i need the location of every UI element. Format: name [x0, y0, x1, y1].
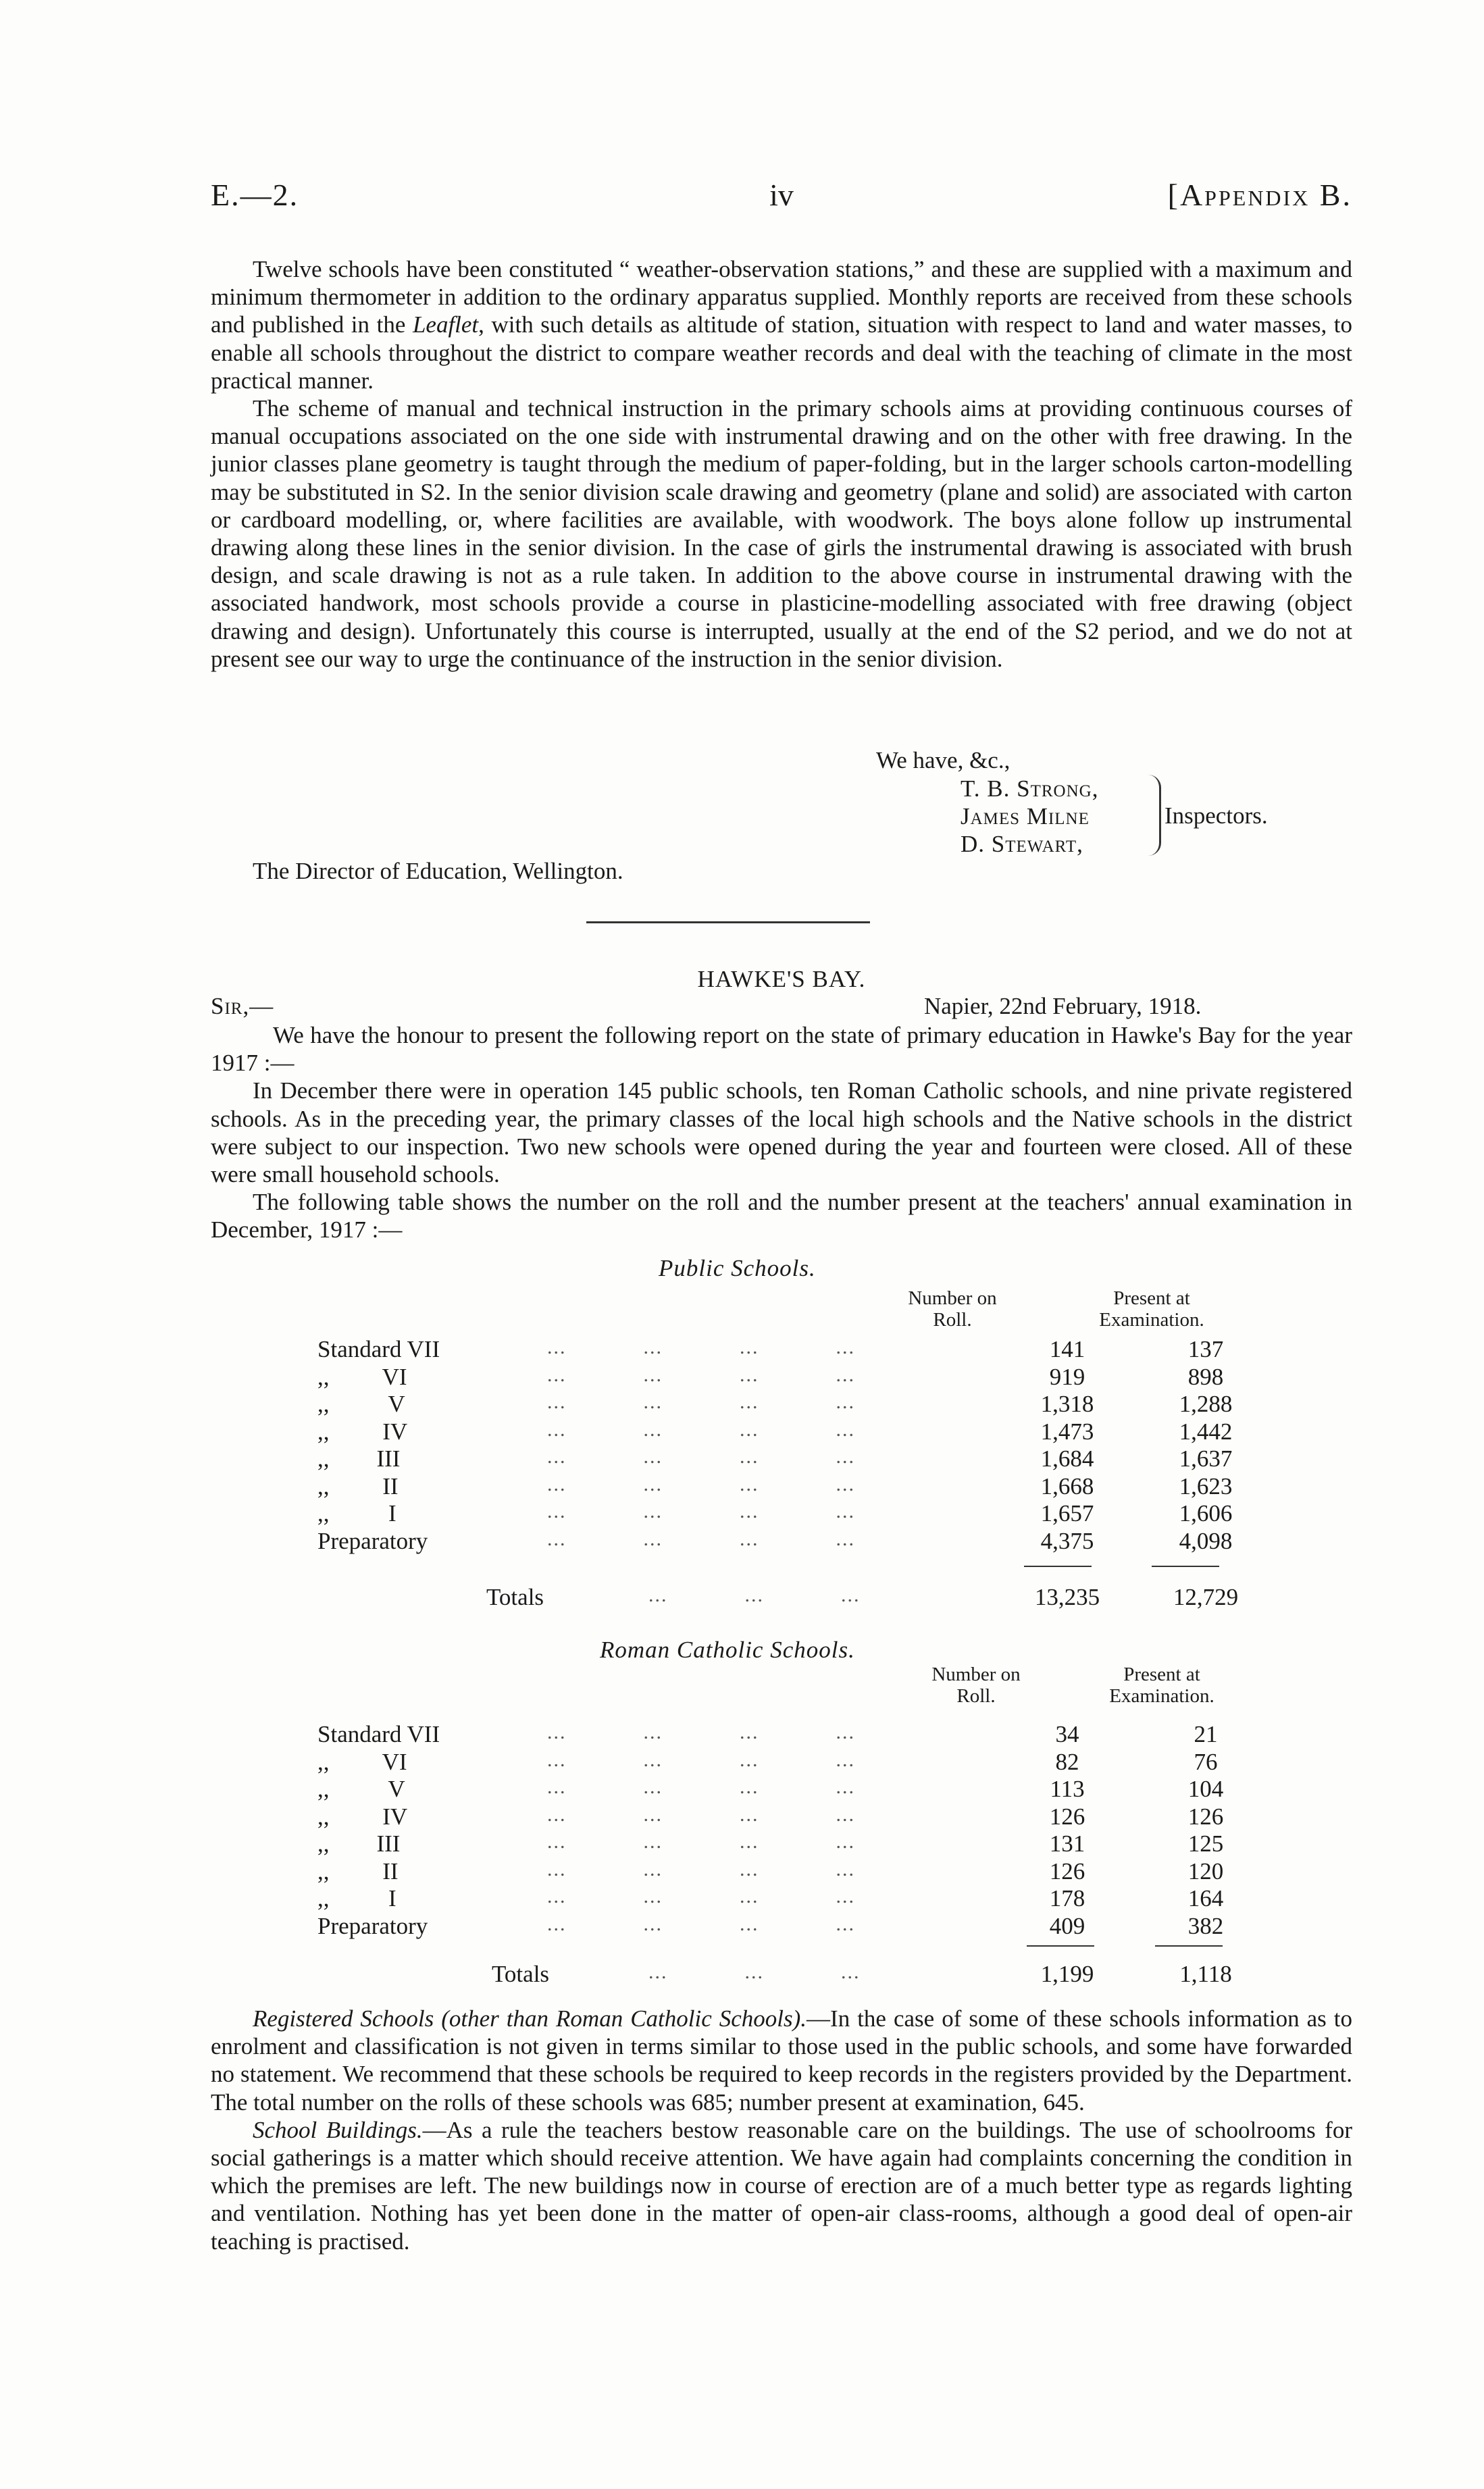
brace-mark [1148, 775, 1161, 856]
roll-value: 178 [1049, 1885, 1085, 1911]
sum-rule [1152, 1566, 1219, 1567]
present-value: 1,637 [1179, 1445, 1233, 1472]
catholic-table-title: Roman Catholic Schools. [600, 1637, 855, 1663]
paragraph-manual-instruction: The scheme of manual and technical instruction in the primary schools aims at providing continuous courses of manual occupations associated on the one side with instrumental drawing and on the other with free drawing. In the junior classes plane geometry is taught through the medium of paper-folding, but in the larger schools carton-modelling may be substituted in S2. In the senior division scale drawing and geometry (plane and solid) are associated with carton or cardboard modelling, or, where facilities are available, with woodwork. The boys alone follow up instrumental drawing along these lines in the senior division. In the case of girls the instrumental drawing is associated with brush design, and scale drawing is not as a rule taken. In addition to the above course in instrumental drawing with the associated handwork, most schools provide a course in plasticine-modelling associated with free drawing (object drawing and design). Unfortunately this course is interrupted, usually at the end of the S2 period, and we do not at present see our way to urge the continuance of the instruction in the senior division. [211, 395, 1352, 672]
paragraph-school-buildings [211, 2116, 1352, 2255]
leader-dots: ... ... ... ... [547, 1500, 855, 1522]
leader-dots: ... ... ... ... [547, 1885, 855, 1907]
table-row [317, 1749, 1263, 1776]
section-divider [586, 921, 870, 923]
salutation: Sir,— [211, 993, 274, 1019]
row-label: Standard VII [317, 1336, 440, 1362]
public-table-title: Public Schools. [659, 1255, 816, 1281]
inspectors-label: Inspectors. [1165, 802, 1268, 829]
row-label: ,, V [317, 1776, 405, 1802]
paragraph-intro: We have the honour to present the following report on the state of primary education in Hawke's Bay for the year 1917 :— [211, 1022, 1352, 1077]
row-label: ,, V [317, 1391, 405, 1417]
table-row [317, 1830, 1263, 1857]
row-label: Standard VII [317, 1721, 440, 1747]
present-value: 4,098 [1179, 1527, 1233, 1554]
sum-rule [1155, 1945, 1223, 1947]
table-row [317, 1858, 1263, 1885]
header-left: E.—2. [211, 178, 299, 212]
public-totals-row [317, 1584, 1263, 1611]
present-value: 120 [1187, 1857, 1224, 1884]
present-value: 1,623 [1179, 1472, 1233, 1499]
leader-dots: ... ... ... ... [547, 1912, 855, 1935]
signatory-name: D. Stewart, [961, 831, 1083, 857]
leader-dots: ... ... ... ... [547, 1527, 855, 1550]
row-label: ,, I [317, 1885, 396, 1911]
roll-value: 1,473 [1040, 1418, 1094, 1445]
totals-label: Totals [492, 1961, 550, 1987]
section-heading: HAWKE'S BAY. [697, 966, 866, 992]
totals-present: 1,118 [1179, 1961, 1232, 1987]
present-value: 898 [1187, 1363, 1224, 1390]
roll-value: 1,657 [1040, 1500, 1094, 1526]
roll-value: 1,668 [1040, 1472, 1094, 1499]
row-label: ,, II [317, 1857, 399, 1884]
present-value: 21 [1194, 1721, 1218, 1747]
leader-dots: ... ... ... ... [547, 1830, 855, 1853]
leader-dots: ... ... ... [648, 1961, 861, 1983]
totals-roll: 13,235 [1034, 1584, 1100, 1610]
signature-block [211, 747, 1352, 855]
table-row [317, 1391, 1263, 1418]
leader-dots: ... ... ... ... [547, 1391, 855, 1413]
table-row [317, 1336, 1263, 1363]
dateline: Napier, 22nd February, 1918. [924, 993, 1202, 1019]
totals-roll: 1,199 [1040, 1961, 1094, 1987]
roll-value: 1,318 [1040, 1391, 1094, 1417]
leader-dots: ... ... ... ... [547, 1857, 855, 1880]
table-row [317, 1776, 1263, 1803]
paragraph-registered-schools [211, 2005, 1352, 2116]
page-header [211, 177, 1352, 217]
paragraph-schools-in-operation: In December there were in operation 145 public schools, ten Roman Catholic schools, and nine private registered schools. As in the preceding year, the primary classes of the local high schools and the Native schools in the district were subject to our inspection. Two new schools were opened during the year and fourteen were closed. All of these were small household schools. [211, 1077, 1352, 1188]
row-label: ,, II [317, 1472, 399, 1499]
roll-value: 82 [1055, 1748, 1079, 1775]
present-value: 104 [1187, 1776, 1224, 1802]
table-row [317, 1803, 1263, 1830]
row-label: Preparatory [317, 1912, 428, 1939]
roll-value: 409 [1049, 1912, 1085, 1939]
signatory-name: James Milne [961, 803, 1090, 829]
table-row [317, 1885, 1263, 1912]
school-buildings-title: School Buildings. [253, 2116, 423, 2143]
leader-dots: ... ... ... ... [547, 1721, 855, 1743]
row-label: ,, VI [317, 1748, 407, 1775]
present-value: 76 [1194, 1748, 1218, 1775]
row-label: Preparatory [317, 1527, 428, 1554]
leader-dots: ... ... ... ... [547, 1776, 855, 1798]
catholic-totals-row [317, 1961, 1263, 1988]
roll-value: 113 [1050, 1776, 1085, 1802]
public-col-roll-header: Number on Roll. [908, 1287, 997, 1331]
table-row [317, 1721, 1263, 1748]
present-value: 1,606 [1179, 1500, 1233, 1526]
school-buildings-body: —As a rule the teachers bestow reasonable care on the buildings. The use of schoolrooms for social gatherings is a matter which should receive attention. We have again had complaints concerning the condition in which the premises are left. The new buildings now in course of erection are of a much better type as regards lighting and ventilation. Nothing has yet been done in the matter of open-air class-rooms, although a good deal of open-air teaching is practised. [211, 2116, 1352, 2255]
signatory-name: T. B. Strong, [961, 775, 1099, 802]
roll-value: 919 [1049, 1363, 1085, 1390]
leader-dots: ... ... ... ... [547, 1748, 855, 1771]
registered-schools-body: —In the case of some of these schools information as to enrolment and classification is not given in terms similar to those used in the public schools, and some have forwarded no statement. We recommend that these schools be required to keep records in the registers provided by the Department. The total number on the rolls of these schools was 685; number present at examination, 645. [211, 2005, 1352, 2115]
public-col-present-header: Present at Examination. [1099, 1287, 1204, 1331]
leader-dots: ... ... ... ... [547, 1363, 855, 1386]
row-label: ,, III [317, 1830, 401, 1857]
totals-label: Totals [486, 1584, 544, 1610]
present-value: 137 [1187, 1336, 1224, 1362]
leader-dots: ... ... ... ... [547, 1418, 855, 1441]
table-row [317, 1913, 1263, 1940]
roll-value: 126 [1049, 1803, 1085, 1830]
catholic-col-present-header: Present at Examination. [1109, 1664, 1214, 1707]
sum-rule [1024, 1566, 1092, 1567]
paragraph-table-intro: The following table shows the number on the roll and the number present at the teachers' annual examination in December, 1917 :— [211, 1189, 1352, 1243]
roll-value: 131 [1049, 1830, 1085, 1857]
table-row [317, 1473, 1263, 1500]
catholic-col-roll-header: Number on Roll. [931, 1664, 1021, 1707]
closing-sections [211, 2005, 1352, 2255]
roll-value: 141 [1049, 1336, 1085, 1362]
present-value: 1,288 [1179, 1391, 1233, 1417]
leader-dots: ... ... ... ... [547, 1336, 855, 1358]
roll-value: 1,684 [1040, 1445, 1094, 1472]
leader-dots: ... ... ... ... [547, 1803, 855, 1826]
leader-dots: ... ... ... ... [547, 1472, 855, 1495]
table-row [317, 1500, 1263, 1527]
present-value: 382 [1187, 1912, 1224, 1939]
registered-schools-title: Registered Schools (other than Roman Catholic Schools). [253, 2005, 807, 2032]
sum-rule [1027, 1945, 1094, 1947]
header-right: [Appendix B. [1167, 178, 1352, 212]
table-row [317, 1445, 1263, 1472]
present-value: 1,442 [1179, 1418, 1233, 1445]
roll-value: 4,375 [1040, 1527, 1094, 1554]
present-value: 164 [1187, 1885, 1224, 1911]
closing-line: We have, &c., [876, 747, 1010, 773]
leader-dots: ... ... ... [648, 1584, 861, 1606]
signatory-list [961, 775, 1098, 858]
addressee-line: The Director of Education, Wellington. [253, 858, 623, 884]
present-value: 125 [1187, 1830, 1224, 1857]
header-page-number: iv [769, 178, 794, 212]
row-label: ,, I [317, 1500, 396, 1526]
leader-dots: ... ... ... ... [547, 1445, 855, 1468]
hawkes-bay-intro [211, 1021, 1352, 1244]
table-row [317, 1418, 1263, 1445]
roll-value: 126 [1049, 1857, 1085, 1884]
table-row [317, 1528, 1263, 1555]
row-label: ,, IV [317, 1418, 408, 1445]
row-label: ,, VI [317, 1363, 407, 1390]
totals-present: 12,729 [1173, 1584, 1239, 1610]
present-value: 126 [1187, 1803, 1224, 1830]
paragraph-weather-stations: Twelve schools have been constituted “ weather-observation stations,” and these are supplied with a maximum and minimum thermometer in addition to the ordinary apparatus supplied. Monthly reports are received from these schools and published in the Leaflet, with such details as altitude of station, situation with respect to land and water masses, to enable all schools throughout the district to compare weather records and deal with the teaching of climate in the most practical manner. [211, 256, 1352, 394]
roll-value: 34 [1055, 1721, 1079, 1747]
row-label: ,, III [317, 1445, 401, 1472]
otago-report-body [211, 255, 1352, 673]
row-label: ,, IV [317, 1803, 408, 1830]
table-row [317, 1364, 1263, 1391]
